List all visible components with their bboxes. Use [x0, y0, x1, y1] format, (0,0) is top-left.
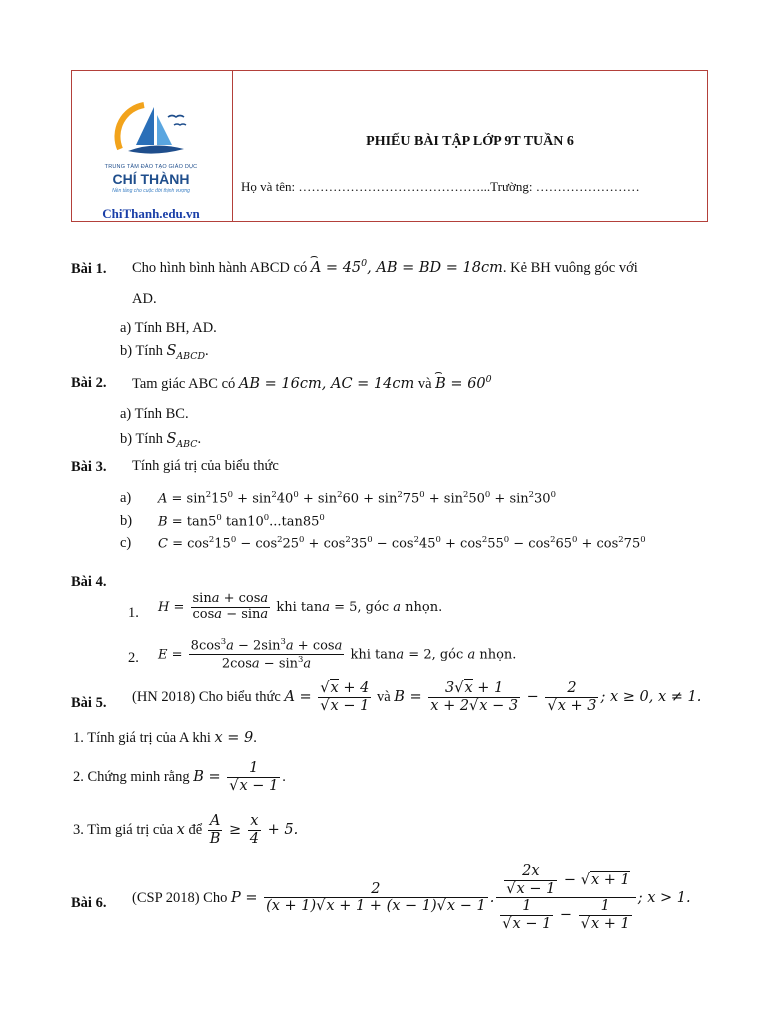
student-name-school-line: Họ và tên: ……………………………………...Trường: ……………………	[241, 179, 640, 194]
problem-5-q1: 1. Tính giá trị của A khi x = 9.	[73, 730, 257, 746]
problem-3-a-label: a)	[120, 490, 132, 506]
problem-5-q3-math: $\frac{A}{B}$ ≥ $\frac{x}{4}$ + 5.	[209, 813, 299, 847]
problem-4-2-label: 2.	[128, 650, 139, 666]
worksheet-header	[71, 70, 708, 222]
problem-5-q1-math: x = 9	[214, 730, 254, 746]
problem-2-text: Tam giác ABC có	[132, 375, 236, 392]
logo-slogan: Nền tảng cho cuộc đời thịnh vượng	[112, 188, 190, 194]
problem-2-label: Bài 2.	[71, 375, 107, 391]
problem-1-text-a: Cho hình bình hành ABCD có	[132, 259, 308, 276]
problem-4-1-expr: H = $\frac{\sin a + \cos a}{\cos a - \sin a}$ khi tana = 5, góc a nhọn.	[158, 591, 443, 622]
problem-2-statement	[132, 374, 492, 393]
problem-2-math: AB = 16cm, AC = 14cm	[238, 375, 415, 392]
problem-5-label: Bài 5.	[71, 695, 107, 711]
sailboat-logo-icon	[114, 101, 190, 165]
problem-5-q2-math: B = $\frac{1}{√x - 1}$	[193, 760, 279, 794]
logo-subtitle: TRUNG TÂM ĐÀO TẠO GIÁO DỤC	[104, 164, 198, 170]
problem-1-part-b-math: $S_{ABCD}$	[166, 343, 206, 362]
problem-5-expr-a: A = $\frac{√x + 4}{√x - 1}$	[284, 680, 370, 714]
logo-url: ChiThanh.edu.vn	[102, 206, 200, 221]
logo-cell	[72, 71, 233, 221]
problem-5-q2: 2. Chứng minh rằng B = $\frac{1}{√x - 1}$ .	[73, 760, 286, 794]
problem-2-part-b: b) Tính $S_{ABC}$.	[120, 431, 202, 450]
problem-5-q3-text: 3. Tìm giá trị của	[73, 822, 173, 839]
problem-5-and: và	[376, 689, 391, 706]
problem-2-part-a: a) Tính BC.	[120, 406, 189, 422]
problem-6-math: P = $\frac{2}{(x + 1)√x + 1 + (x - 1)√x - 1}$ . $\frac{2x}{√x - 1}$ − √x + 1 $\frac{1}{√x - 1}$ − $\frac{1}{√x + 1}$ ; x > 1.	[230, 863, 691, 933]
problem-2-and: và	[417, 375, 432, 392]
problem-1-part-b: b) Tính $S_{ABCD}$.	[120, 343, 209, 362]
logo-brand: CHÍ THÀNH	[112, 171, 190, 187]
problem-5-text: (HN 2018) Cho biểu thức	[132, 689, 281, 706]
problem-3-label: Bài 3.	[71, 459, 107, 475]
problem-1-text-b: . Kẻ BH vuông góc với	[502, 259, 638, 276]
problem-5-q3	[73, 813, 298, 847]
problem-4-1-cond: khi tan	[276, 599, 323, 615]
problem-3-text: Tính giá trị của biểu thức	[132, 458, 279, 474]
problem-3-b-label: b)	[120, 513, 133, 529]
problem-6-label: Bài 6.	[71, 895, 107, 911]
problem-3-a-expr: $A = \sin^215^0 + \sin^240^0 + \sin^260 + \sin^275^0 + \sin^250^0 + \sin^230^0$	[158, 489, 556, 507]
problem-4-1-end: nhọn.	[405, 599, 443, 615]
problem-4-1-label: 1.	[128, 605, 139, 621]
problem-4-1-tail: = 5, góc	[334, 599, 390, 615]
problem-4-2-cond: khi tan	[350, 647, 397, 663]
problem-5-expr-b: B = $\frac{3√x + 1}{x + 2√x - 3}$ − $\frac{2}{√x + 3}$ ; x ≥ 0, x ≠ 1.	[394, 680, 702, 714]
problem-4-2-end: nhọn.	[479, 647, 517, 663]
problem-3-c-label: c)	[120, 535, 132, 551]
problem-4-2-tail: = 2, góc	[408, 647, 464, 663]
problem-5-statement	[132, 680, 701, 714]
problem-1-text-c: AD.	[132, 291, 157, 307]
problem-2-angle: ⌢ $B = 60^0$	[435, 376, 491, 392]
problem-6-text: (CSP 2018) Cho	[132, 889, 228, 906]
title-cell	[233, 71, 707, 221]
problem-1-label: Bài 1.	[71, 261, 107, 277]
problem-2-part-b-text: b) Tính	[120, 431, 163, 447]
problem-6-statement	[132, 863, 691, 933]
problem-1-statement	[132, 258, 638, 277]
problem-5-q3-de: để	[188, 822, 203, 839]
problem-1-part-a: a) Tính BH, AD.	[120, 320, 217, 336]
problem-1-part-b-text: b) Tính	[120, 343, 163, 359]
problem-5-q2-text: 2. Chứng minh rằng	[73, 769, 190, 786]
worksheet-title: PHIẾU BÀI TẬP LỚP 9T TUẦN 6	[366, 134, 574, 149]
problem-5-q1-text: 1. Tính giá trị của A khi	[73, 730, 211, 746]
problem-2-part-b-math: $S_{ABC}$	[166, 431, 198, 450]
problem-4-label: Bài 4.	[71, 574, 107, 590]
problem-1-math: ⌢ $A = 45^0$, AB = BD = 18cm	[311, 260, 503, 276]
problem-3-c-expr: $C = \cos^215^0 - \cos^225^0 + \cos^235^0 - \cos^245^0 + \cos^255^0 - \cos^265^0 + \cos^275^0$	[158, 534, 646, 552]
problem-3-b-expr: $B = \tan 5^0$ $\tan 10^0...\tan 85^0$	[158, 512, 325, 530]
problem-4-2-expr: E = $\frac{8\cos^3a - 2\sin^3a + \cos a}{2\cos a - \sin^3a}$ khi tana = 2, góc a nhọn.	[158, 636, 517, 672]
problem-5-q3-var: x	[176, 822, 185, 839]
